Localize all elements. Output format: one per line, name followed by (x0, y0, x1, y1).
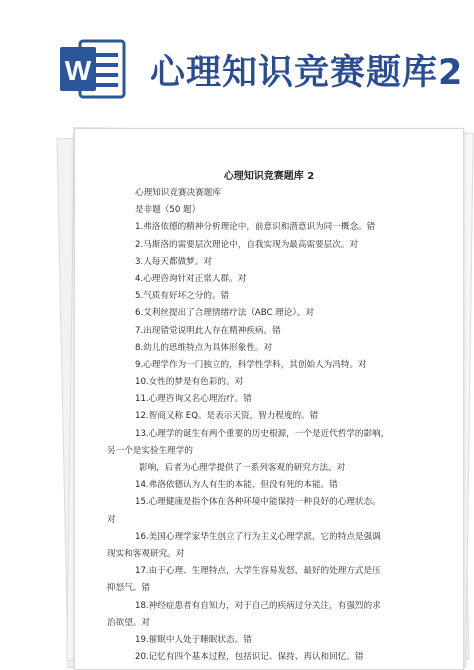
text-line: 1.弗洛依德的精神分析理论中，前意识和潜意识为同一概念。错 (135, 222, 376, 233)
text-line: 抑怒气。错 (107, 583, 150, 594)
document-title: 心理知识竞赛题库 2 (223, 171, 315, 182)
text-line: 20.记忆有四个基本过程，包括识记、保持、再认和回忆。错 (135, 652, 364, 663)
document-body (107, 185, 455, 666)
text-line: 16.美国心理学家华生创立了行为主义心理学派，它的特点是强调 (135, 531, 381, 542)
text-line: 11.心理咨询又名心理治疗。错 (135, 394, 252, 405)
text-line: 心理知识竞赛决赛题库 (135, 188, 221, 198)
text-line: 18.神经症患者有自知力，对于自己的疾病过分关注，有强烈的求 (135, 600, 381, 611)
text-line: 4.心理咨询针对正常人群。对 (135, 273, 247, 284)
text-line: 是非题（50 题） (135, 205, 201, 216)
text-line: 17.由于心理、生理特点，大学生容易发怒，最好的处理方式是压 (135, 566, 381, 577)
text-line: 12.智商又称 EQ。是表示天资，智力程度的。错 (135, 411, 319, 422)
text-line: 5.气质有好坏之分的。错 (135, 291, 230, 302)
text-line: 19.催眠中人处于睡眠状态。错 (135, 634, 252, 645)
text-line: 对 (107, 514, 116, 525)
text-line: 治欲望。对 (107, 617, 150, 628)
text-line: 15.心理健康是指个体在各种环境中能保持一种良好的心理状态。 (135, 497, 381, 508)
text-line: 6.艾利丝提出了合理情绪疗法（ABC 理论）。对 (135, 308, 314, 319)
document-preview (62, 128, 466, 668)
text-line: 8.幼儿的思维特点为具体形象性。对 (135, 342, 273, 353)
text-line: 10.女性的梦是有色彩的。对 (135, 377, 244, 388)
document-page (74, 128, 464, 670)
text-line: 13.心理学的诞生有两个重要的历史根源，一个是近代哲学的影响， (135, 428, 390, 439)
text-line: 3.人每天都做梦。对 (135, 256, 212, 267)
text-line: 影响，后者为心理学提供了一系列客观的研究方法。对 (139, 463, 346, 473)
page-title: 心理知识竞赛题库2 (150, 53, 464, 93)
text-line: 9.心理学作为一门独立的，科学性学科，其创始人为冯特。对 (135, 359, 367, 370)
word-icon-letter: W (64, 55, 92, 86)
header-banner (0, 0, 474, 115)
text-line: 另一个是实验生理学的 (107, 445, 193, 456)
word-doc-icon (58, 37, 128, 101)
text-line: 2.马斯洛的需要层次理论中，自我实现为最高需要层次。对 (135, 239, 359, 250)
text-line: 7.出现错觉说明此人存在精神疾病。错 (135, 325, 281, 336)
text-line: 14.弗洛依德认为人有生的本能，但没有死的本能。错 (135, 480, 338, 491)
text-line: 现实和客观研究。对 (107, 548, 185, 559)
